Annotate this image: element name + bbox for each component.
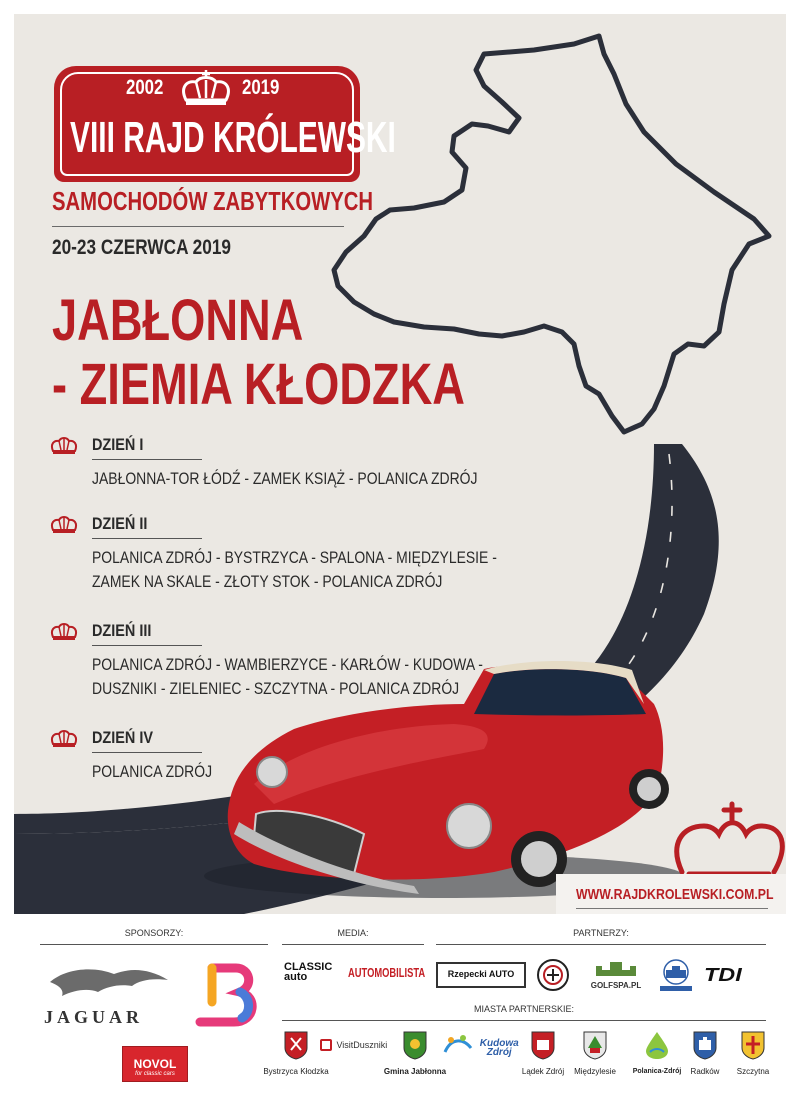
city-name: Radków bbox=[690, 1067, 720, 1076]
city-szczytna bbox=[718, 1030, 788, 1076]
city-name: Gmina Jabłonna bbox=[383, 1067, 447, 1076]
novol-tagline: for classic cars bbox=[135, 1071, 175, 1077]
media-label: MEDIA: bbox=[337, 928, 369, 938]
novol-wordmark: NOVOL bbox=[133, 1057, 177, 1071]
partner-cities-divider bbox=[282, 1020, 766, 1021]
website-underline bbox=[576, 908, 768, 909]
sponsors-label: SPONSORZY: bbox=[124, 928, 184, 938]
b-brand-logo bbox=[192, 962, 264, 1028]
badge-year-start: 2002 bbox=[126, 76, 164, 99]
crown-icon bbox=[50, 728, 78, 748]
automobile-club-logo bbox=[536, 958, 570, 992]
car-headlight-right bbox=[447, 804, 491, 848]
crown-icon bbox=[50, 621, 78, 641]
city-name: Polanica-Zdrój bbox=[632, 1068, 682, 1075]
day-2-route-line-2: ZAMEK NA SKALE - ZŁOTY STOK - POLANICA ZDRÓJ bbox=[92, 572, 443, 591]
coat-of-arms-icon bbox=[402, 1030, 428, 1060]
kudowa-logo bbox=[441, 1032, 475, 1062]
rzepecki-auto-logo bbox=[436, 962, 526, 988]
tdi-wordmark: TDI bbox=[704, 965, 742, 985]
jaguar-logo bbox=[44, 960, 184, 1030]
event-dates: 20-23 CZERWCA 2019 bbox=[52, 236, 231, 259]
partner-cities-label: MIASTA PARTNERSKIE: bbox=[473, 1004, 575, 1014]
city-miedzylesie bbox=[560, 1030, 630, 1076]
car-wheel-front-hub bbox=[521, 841, 557, 877]
day-2-label: DZIEŃ II bbox=[92, 514, 148, 533]
city-name: Bystrzyca Kłodzka bbox=[263, 1067, 329, 1076]
crown-emblem-icon bbox=[677, 804, 782, 874]
classic-auto-logo bbox=[284, 962, 342, 986]
crown-icon bbox=[50, 435, 78, 455]
visitduszniki-logo bbox=[320, 1039, 332, 1051]
crown-icon bbox=[178, 68, 234, 108]
palace-logo bbox=[656, 958, 696, 994]
golfspa-wordmark: GOLFSPA.PL bbox=[590, 981, 642, 990]
event-subtitle: SAMOCHODÓW ZABYTKOWYCH bbox=[52, 186, 374, 216]
badge-title: VIII RAJD KRÓLEWSKI bbox=[70, 113, 396, 162]
rzepecki-wordmark: Rzepecki AUTO bbox=[447, 969, 515, 979]
day-divider bbox=[92, 752, 202, 753]
b-letter-icon bbox=[192, 962, 264, 1028]
day-1-route: JABŁONNA-TOR ŁÓDŹ - ZAMEK KSIĄŻ - POLANICA ZDRÓJ bbox=[92, 469, 478, 488]
day-3-route-line-1: POLANICA ZDRÓJ - WAMBIERZYCE - KARŁÓW - KUDOWA - bbox=[92, 655, 483, 674]
city-name: Lądek Zdrój bbox=[521, 1067, 565, 1076]
jaguar-leaper-icon bbox=[44, 960, 174, 1000]
day-4-label: DZIEŃ IV bbox=[92, 728, 154, 747]
website-box bbox=[556, 874, 786, 914]
coat-of-arms-icon bbox=[582, 1030, 608, 1060]
club-seal-icon bbox=[536, 958, 570, 992]
divider bbox=[52, 226, 344, 227]
city-name: Kudowa Zdrój bbox=[479, 1038, 519, 1058]
media-divider bbox=[282, 944, 424, 945]
crown-icon bbox=[50, 514, 78, 534]
day-2-route-line-1: POLANICA ZDRÓJ - BYSTRZYCA - SPALONA - MIĘDZYLESIE - bbox=[92, 548, 497, 567]
city-name: VisitDuszniki bbox=[336, 1039, 388, 1050]
drop-logo bbox=[644, 1030, 670, 1060]
coat-of-arms-icon bbox=[530, 1030, 556, 1060]
headline-line-1: JABŁONNA bbox=[52, 288, 304, 353]
coat-of-arms-icon bbox=[740, 1030, 766, 1060]
coat-of-arms-icon bbox=[283, 1030, 309, 1060]
golfspa-logo bbox=[586, 960, 646, 992]
poster bbox=[14, 14, 786, 914]
classic-auto-word-2: auto bbox=[284, 971, 308, 983]
partners-divider bbox=[436, 944, 766, 945]
coat-of-arms-icon bbox=[692, 1030, 718, 1060]
city-name: Szczytna bbox=[736, 1067, 770, 1076]
headline-line-2: - ZIEMIA KŁODZKA bbox=[52, 352, 465, 417]
city-name: Międzylesie bbox=[574, 1067, 616, 1076]
automobilista-logo bbox=[348, 964, 426, 980]
day-3-label: DZIEŃ III bbox=[92, 621, 152, 640]
website-link[interactable]: WWW.RAJDKROLEWSKI.COM.PL bbox=[576, 886, 774, 903]
tdi-logo bbox=[704, 966, 766, 988]
classic-auto-word-1: CLASSIC bbox=[284, 961, 333, 973]
sponsors-divider bbox=[40, 944, 268, 945]
castle-icon bbox=[592, 960, 640, 976]
day-4-route: POLANICA ZDRÓJ bbox=[92, 762, 213, 781]
rally-badge bbox=[54, 66, 396, 182]
jaguar-wordmark: JAGUAR bbox=[44, 1007, 143, 1027]
day-divider bbox=[92, 645, 202, 646]
day-1-label: DZIEŃ I bbox=[92, 435, 144, 454]
badge-year-end: 2019 bbox=[242, 76, 280, 99]
palace-icon bbox=[656, 958, 696, 994]
car-wheel-rear-hub bbox=[637, 777, 661, 801]
automobilista-wordmark: AUTOMOBILISTA bbox=[348, 965, 426, 980]
partners-label: PARTNERZY: bbox=[573, 928, 629, 938]
day-3-route-line-2: DUSZNIKI - ZIELENIEC - SZCZYTNA - POLANICA ZDRÓJ bbox=[92, 679, 460, 698]
novol-logo bbox=[122, 1046, 188, 1082]
day-divider bbox=[92, 459, 202, 460]
car-headlight-left bbox=[257, 757, 287, 787]
day-divider bbox=[92, 538, 202, 539]
